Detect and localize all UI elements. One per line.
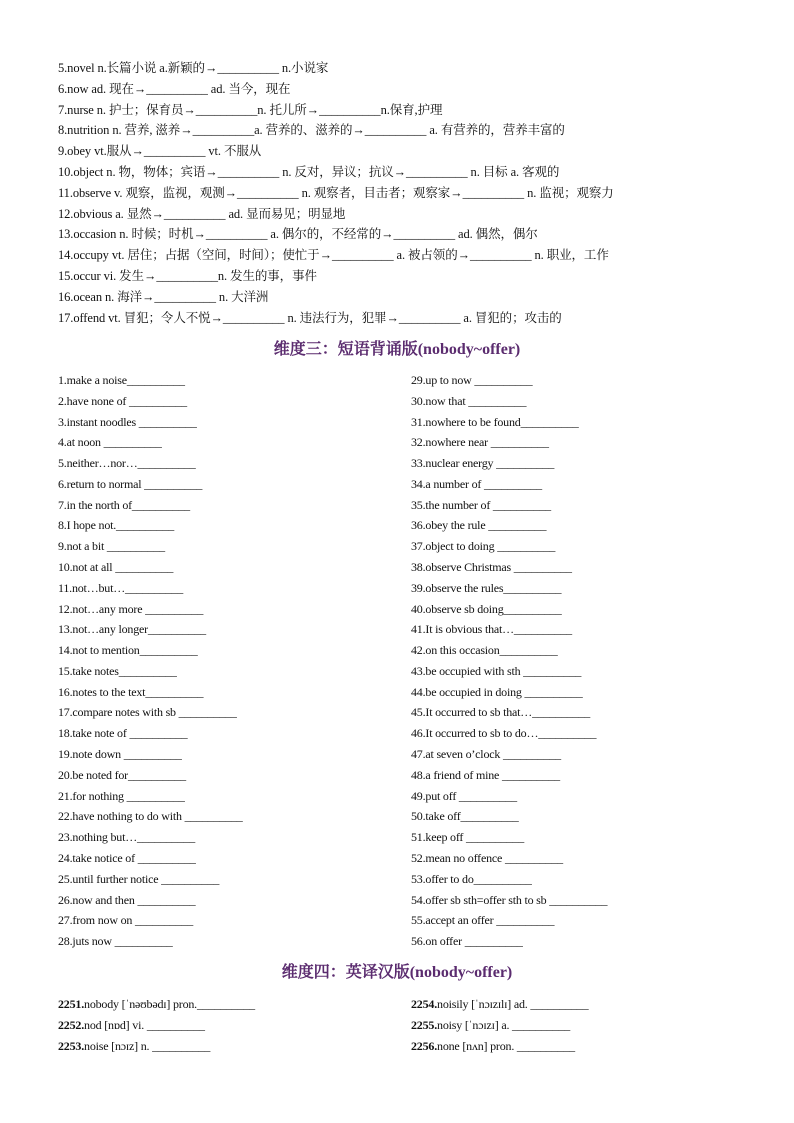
phrase-item: 31.nowhere to be found__________ xyxy=(411,414,579,429)
phrase-item: 34.a number of __________ xyxy=(411,476,542,491)
translation-item xyxy=(58,996,255,1012)
phrase-item: 46.It occurred to sb to do…__________ xyxy=(411,726,597,741)
phrase-item: 45.It occurred to sb that…__________ xyxy=(411,705,591,720)
vocab-line: 17.offend vt. 冒犯；令人不悦→__________ n. 违法行为，犯罪→__________ a. 冒犯的；攻击的 xyxy=(58,310,562,325)
phrase-item: 15.take notes__________ xyxy=(58,663,177,678)
item-text: noisily [ˈnɔɪzɪlɪ] ad. __________ xyxy=(437,997,589,1011)
phrase-item: 37.object to doing __________ xyxy=(411,539,556,554)
phrase-item: 44.be occupied in doing __________ xyxy=(411,684,583,699)
phrase-item: 32.nowhere near __________ xyxy=(411,435,549,450)
item-text: nod [nɒd] vi. __________ xyxy=(84,1018,205,1032)
phrase-item: 8.I hope not.__________ xyxy=(58,518,175,533)
phrase-item: 40.observe sb doing__________ xyxy=(411,601,562,616)
item-number: 2253. xyxy=(58,1039,85,1053)
phrase-item: 18.take note of __________ xyxy=(58,726,188,741)
phrase-item: 4.at noon __________ xyxy=(58,435,162,450)
translation-item xyxy=(411,996,588,1012)
phrase-item: 42.on this occasion__________ xyxy=(411,643,558,658)
phrase-item: 25.until further notice __________ xyxy=(58,871,220,886)
phrase-item: 9.not a bit __________ xyxy=(58,539,165,554)
vocab-line: 12.obvious a. 显然→__________ ad. 显而易见；明显地 xyxy=(58,206,346,221)
vocab-line: 9.obey vt.服从→__________ vt. 不服从 xyxy=(58,144,262,159)
vocab-line: 14.occupy vt. 居住；占据（空间，时间）；使忙于→__________ a. 被占领的→__________ n. 职业，工作 xyxy=(58,248,609,263)
phrase-item: 7.in the north of__________ xyxy=(58,497,190,512)
phrase-item: 21.for nothing __________ xyxy=(58,788,185,803)
phrase-item: 43.be occupied with sth __________ xyxy=(411,663,582,678)
item-number: 2251. xyxy=(58,997,85,1011)
phrase-item: 38.observe Christmas __________ xyxy=(411,560,572,575)
vocab-line: 16.ocean n. 海洋→__________ n. 大洋洲 xyxy=(58,289,269,304)
phrase-item: 39.observe the rules__________ xyxy=(411,580,562,595)
translation-item xyxy=(58,1038,210,1054)
phrase-item: 22.have nothing to do with __________ xyxy=(58,809,243,824)
phrase-item: 2.have none of __________ xyxy=(58,393,187,408)
section4-heading: 维度四：英译汉版(nobody~offer) xyxy=(281,964,513,981)
phrase-item: 17.compare notes with sb __________ xyxy=(58,705,237,720)
phrase-item: 13.not…any longer__________ xyxy=(58,622,206,637)
translation-item xyxy=(58,1017,205,1033)
phrase-item: 55.accept an offer __________ xyxy=(411,913,555,928)
phrase-item: 29.up to now __________ xyxy=(411,373,533,387)
item-number: 2256. xyxy=(411,1039,438,1053)
vocab-line: 15.occur vi. 发生→__________n. 发生的事，事件 xyxy=(58,269,317,283)
phrase-item: 49.put off __________ xyxy=(411,788,517,803)
section3-heading: 维度三：短语背诵版(nobody~offer) xyxy=(273,341,521,358)
phrase-item: 36.obey the rule __________ xyxy=(411,518,547,533)
item-number: 2254. xyxy=(411,997,438,1011)
phrase-item: 23.nothing but…__________ xyxy=(58,830,196,845)
vocab-line: 7.nurse n. 护士；保育员→__________n. 托儿所→__________n.保育,护理 xyxy=(58,102,443,117)
vocab-line: 11.observe v. 观察，监视，观测→__________ n. 观察者，目击者；观察家→__________ n. 监视；观察力 xyxy=(58,185,614,200)
vocab-line: 13.occasion n. 时候；时机→__________ a. 偶尔的，不经常的→__________ ad. 偶然，偶尔 xyxy=(58,227,538,242)
phrase-item: 1.make a noise__________ xyxy=(58,373,185,387)
vocab-line: 6.now ad. 现在→__________ ad. 当今，现在 xyxy=(58,81,291,96)
translation-item xyxy=(411,1017,570,1033)
phrase-item: 6.return to normal __________ xyxy=(58,476,203,491)
vocab-line: 8.nutrition n. 营养, 滋养→__________a. 营养的、滋养的→__________ a. 有营养的，营养丰富的 xyxy=(58,123,565,138)
phrase-item: 41.It is obvious that…__________ xyxy=(411,622,572,637)
phrase-item: 12.not…any more __________ xyxy=(58,601,204,616)
phrase-item: 48.a friend of mine __________ xyxy=(411,767,560,782)
phrase-item: 24.take notice of __________ xyxy=(58,850,196,865)
item-text: nobody [ˈnəʊbədɪ] pron.__________ xyxy=(84,997,255,1011)
phrase-item: 51.keep off __________ xyxy=(411,830,525,845)
phrase-item: 26.now and then __________ xyxy=(58,892,196,907)
phrase-item: 11.not…but…__________ xyxy=(58,580,184,595)
phrase-item: 14.not to mention__________ xyxy=(58,643,198,658)
phrase-item: 5.neither…nor…__________ xyxy=(58,456,196,471)
item-number: 2255. xyxy=(411,1018,438,1032)
translation-item xyxy=(411,1038,575,1054)
phrase-item: 53.offer to do__________ xyxy=(411,871,532,886)
phrase-item: 50.take off__________ xyxy=(411,809,519,824)
phrase-item: 27.from now on __________ xyxy=(58,913,193,928)
phrase-item: 33.nuclear energy __________ xyxy=(411,456,555,471)
phrase-item: 30.now that __________ xyxy=(411,393,527,408)
phrase-item: 16.notes to the text__________ xyxy=(58,684,204,699)
item-text: none [nʌn] pron. __________ xyxy=(437,1039,575,1053)
phrase-item: 28.juts now __________ xyxy=(58,934,173,949)
phrase-item: 3.instant noodles __________ xyxy=(58,414,197,429)
item-number: 2252. xyxy=(58,1018,85,1032)
phrase-item: 10.not at all __________ xyxy=(58,560,174,575)
vocab-line: 10.object n. 物，物体；宾语→__________ n. 反对，异议；抗议→__________ n. 目标 a. 客观的 xyxy=(58,165,560,179)
phrase-item: 56.on offer __________ xyxy=(411,934,523,949)
phrase-item: 54.offer sb sth=offer sth to sb __________ xyxy=(411,892,608,907)
phrase-item: 47.at seven o’clock __________ xyxy=(411,747,561,762)
phrase-item: 20.be noted for__________ xyxy=(58,767,186,782)
phrase-item: 35.the number of __________ xyxy=(411,497,551,512)
item-text: noisy [ˈnɔɪzɪ] a. __________ xyxy=(437,1018,571,1032)
phrase-item: 52.mean no offence __________ xyxy=(411,850,563,865)
item-text: noise [nɔɪz] n. __________ xyxy=(84,1039,211,1053)
vocab-line: 5.novel n.长篇小说 a.新颖的→__________ n.小说家 xyxy=(58,61,329,75)
phrase-item: 19.note down __________ xyxy=(58,747,182,762)
